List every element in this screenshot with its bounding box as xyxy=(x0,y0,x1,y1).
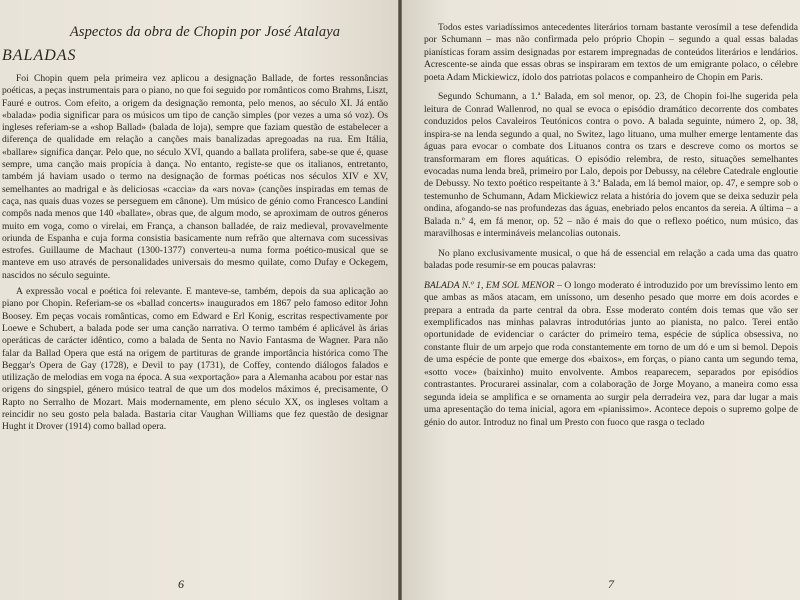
paragraph-schumann-thesis: Todos estes variadíssimos antecedentes literários tornam bastante verosímil a tese defendida por Schumann – mas não confirmada pelo próprio Chopin – segundo a qual essas baladas pianísticas foram assim designadas por estarem impregnadas de conteúdos literários e lendários. Acrescente-se ainda que essas obras se inspiraram em textos de um emigrante polaco, o célebre poeta Adam Mickiewicz, ídolo dos patriotas polacos e companheiro de Chopin em Paris. xyxy=(424,22,798,83)
paragraph-ballade-inspirations: Segundo Schumann, a 1.ª Balada, em sol menor, op. 23, de Chopin foi-lhe sugerida pela leitura de Conrad Wallenrod, no qual se evoca o episódio dramático decorrente dos combates conduzidos pelos Cavaleiros Teutónicos contra o povo. A balada seguinte, número 2, op. 38, inspira-se na lenda segundo a qual, no Switez, lago lituano, uma mulher emerge lentamente das águas para evocar o combate dos Lituanos contra os tzars e descreve como os mortos se transformaram em flores aquáticas. O episódio relembra, de resto, situações semelhantes evocadas numa lenda breã, primeiro por Lalo, depois por Debussy, na célebre Catedrale engloutie de Debussy. No texto poético respeitante à 3.ª Balada, em lá bemol maior, op. 47, e sempre sob o testemunho de Schumann, Adam Mickiewicz relata a história do jovem que se deixa seduzir pela ondina, afogando-se nas profundezas das águas, enebriado pelos encantos da sereia. A última – a Balada n.º 4, em fá menor, op. 52 – não é mais do que o reflexo poético, num músico, das maravilhosas e intermináveis melancolias outonais. xyxy=(424,91,798,240)
paragraph-musical-summary: No plano exclusivamente musical, o que há de essencial em relação a cada uma das quatro baladas pode resumir-se em poucas palavras: xyxy=(424,247,798,272)
ballade-1-text: – O longo moderato é introduzido por um brevíssimo lento em que ambas as mãos atacam, em uníssono, um desenho pesado que morre em dois acordes e prepara a entrada da parte central da obra. Esse moderato contém dois temas que vão ser exemplificados nas minhas palavras introdutórias junto ao pianista, no palco. Terei então oportunidade de evidenciar o carácter do primeiro tema, espécie de súplica obsessiva, no constante fluir de um arpejo que roda constantemente em torno de um dó e um si bemol. Depois de uma espécie de ponte que emerge dos «baixos», em forças, o piano canta um segundo tema, «sotto voce» (baixinho) muito envolvente. Ambos reaparecem, separados por episódios contrastantes. Procurarei assinalar, com a colaboração de Jorge Moyano, a maneira como essa segunda ideia se amplifica e se ornamenta ao surgir pela derradeira vez, para dar lugar a mais uma apresentação do tema inicial, agora em «pianissimo». Acontece depois o supremo golpe de génio do autor. Introduz no final um Presto con fuoco que rasga o teclado xyxy=(424,279,798,428)
paragraph-vocal-expression: A expressão vocal e poética foi relevante. E manteve-se, também, depois da sua aplicação ao piano por Chopin. Referiam-se os «ballad concerts» inaugurados em 1867 pelo famoso editor John Boosey. Em peças vocais românticas, como em Edward e Erl Konig, escritas respectivamente por Loewe e Schubert, a balada pode ser uma canção narrativa. O termo também é aplicável às árias operáticas de carácter idêntico, como a balada de Senta no Navio Fantasma de Wagner. Para não falar da Ballad Opera que está na origem de partituras de grande importância histórica como The Beggar's Opera de Gay (1728), e Devil to pay (1731), de Coffey, contendo diálogos falados e utilização de melodias em voga na época. A sua «exportação» para a Alemanha acabou por estar nas origens do singspiel, género músico teatral de que um dos modelos máximos é, precisamente, O Rapto no Serralho de Mozart. Mais modernamente, em pleno século XX, os ingleses voltam a reincidir no seu gosto pela balada. Bastaria citar Vaughan Williams que fez questão de designar Hught it Drover (1914) como ballad opera. xyxy=(2,286,388,433)
running-head: Aspectos da obra de Chopin por José Atalaya xyxy=(69,24,341,40)
section-title: BALADAS xyxy=(2,47,77,64)
paragraph-ballade-1 xyxy=(424,280,798,429)
left-page xyxy=(0,0,398,600)
page-number: 6 xyxy=(178,577,184,591)
ballade-1-heading: BALADA N.º 1, EM SOL MENOR xyxy=(424,279,555,291)
right-page xyxy=(402,0,800,600)
page-number: 7 xyxy=(608,577,614,591)
paragraph-ballade-origins: Foi Chopin quem pela primeira vez aplicou a designação Ballade, de fortes ressonâncias poéticas, a peças instrumentais para o piano, no que foi seguido por românticos como Brahms, Liszt, Fauré e outros. Com efeito, a origem da designação remonta, pelo menos, ao século XI. Já então «balada» podia significar para os músicos um tipo de canção simples (por vezes a uma só voz). Os ingleses referiam-se a «shop Ballad» (balada de loja), sempre que faziam questão de estabelecer a diferença de qualidade em relação a canções mais banalizadas apregoadas na rua. Em Itália, «ballare» significa dançar. Pelo que, no século XVI, quando a ballata prolifera, sabe-se que é, quase sempre, uma canção mais propícia à dança. No entanto, registe-se que os italianos, entretanto, também já haviam usado o termo na designação de formas poéticas nos séculos XIV e XV, semelhantes ao madrigal e às deliciosas «caccia» da «ars nova» (canções inspiradas em temas de caça, nas quais duas vozes se perseguem em cânone). Um músico de génio como Francesco Landini compôs nada menos que 140 «ballate», obras que, de algum modo, se aproximam de outros géneros muito em voga, como o virelai, em França, a chanson balladée, de raiz medieval, provavelmente oriunda de Espanha e cuja forma consistia basicamente num refrão que alternava com sucessivas estrofes. Guillaume de Machaut (1300-1377) converteu-a numa forma poético-musical que se manteve em uso através de personalidades universais do mesmo quilate, como Dufay e Ockegem, nascidos no século seguinte. xyxy=(2,73,388,281)
